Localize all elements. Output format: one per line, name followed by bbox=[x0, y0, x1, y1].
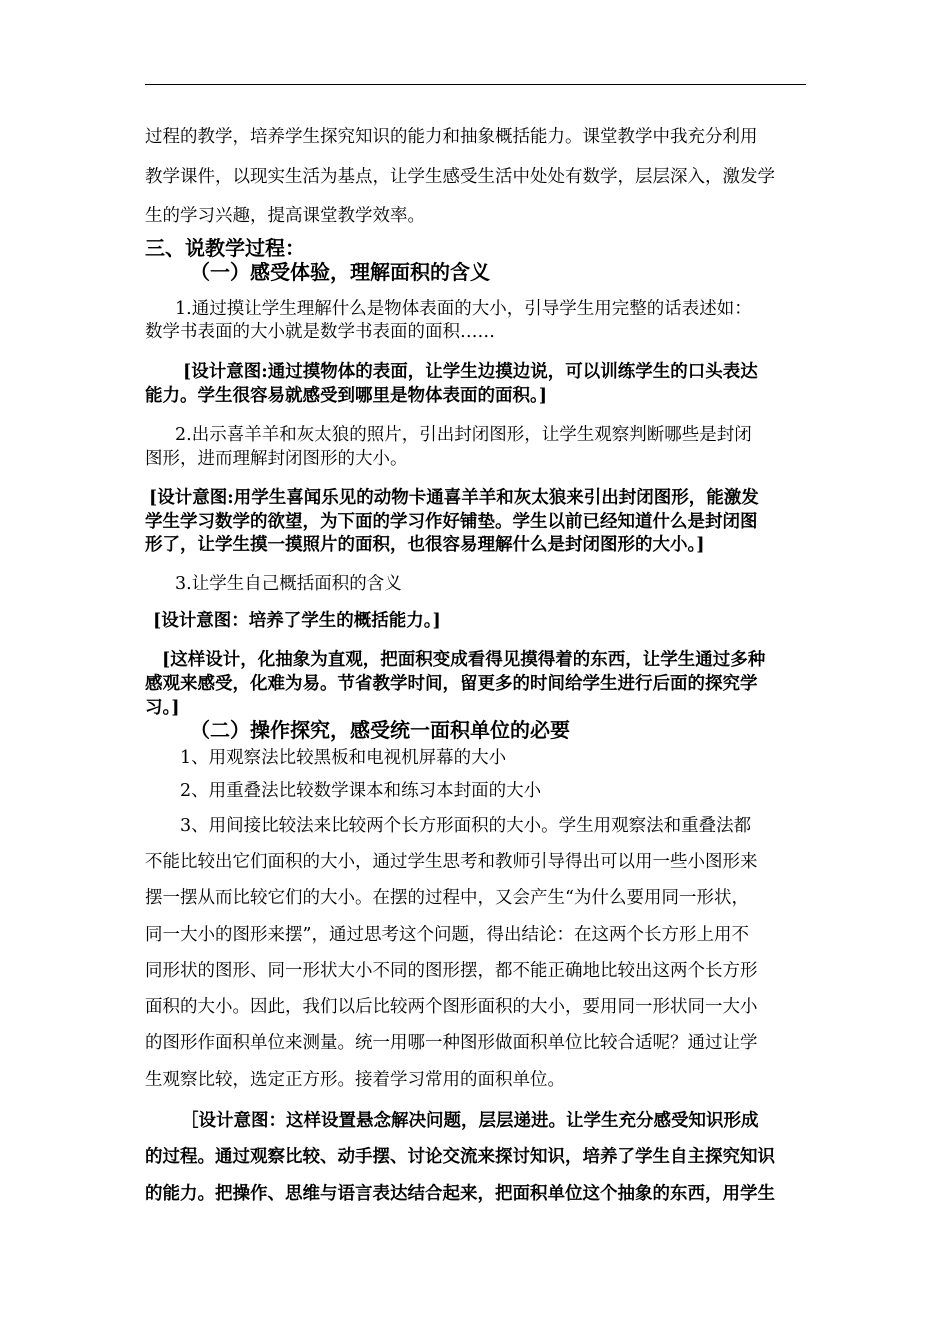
subsection-heading: （二）操作探究，感受统一面积单位的必要 bbox=[190, 718, 570, 742]
text-line: 1.通过摸让学生理解什么是物体表面的大小，引导学生用完整的话表述如： bbox=[175, 299, 752, 319]
text-line: 同形状的图形、同一形状大小不同的图形摆，都不能正确地比较出这两个长方形 bbox=[145, 961, 758, 981]
text-line: 3.让学生自己概括面积的含义 bbox=[175, 574, 402, 594]
text-line: 不能比较出它们面积的大小，通过学生思考和教师引导得出可以用一些小图形来 bbox=[145, 852, 758, 872]
header-rule bbox=[145, 84, 806, 85]
design-note-line: 的能力。把操作、思维与语言表达结合起来，把面积单位这个抽象的东西，用学生 bbox=[145, 1184, 775, 1204]
text-line: 过程的教学，培养学生探究知识的能力和抽象概括能力。课堂教学中我充分利用 bbox=[145, 127, 758, 147]
design-note-line: 感观来感受，化难为易。节省教学时间，留更多的时间给学生进行后面的探究学 bbox=[145, 674, 758, 694]
design-note-line: 形了，让学生摸一摸照片的面积，也很容易理解什么是封闭图形的大小。] bbox=[145, 535, 705, 555]
text-line: 3、用间接比较法来比较两个长方形面积的大小。学生用观察法和重叠法都 bbox=[180, 816, 752, 836]
list-item: 1、用观察法比较黑板和电视机屏幕的大小 bbox=[180, 748, 507, 768]
text-line: 图形，进而理解封闭图形的大小。 bbox=[145, 449, 408, 469]
text-line: 生观察比较，选定正方形。接着学习常用的面积单位。 bbox=[145, 1070, 565, 1090]
section-heading: 三、说教学过程： bbox=[145, 236, 305, 260]
design-note-line: [设计意图：培养了学生的概括能力。] bbox=[153, 611, 441, 631]
design-note-line: [设计意图:用学生喜闻乐见的动物卡通喜羊羊和灰太狼来引出封闭图形，能激发 bbox=[149, 488, 759, 508]
list-item: 2、用重叠法比较数学课本和练习本封面的大小 bbox=[180, 781, 542, 801]
text-line: 教学课件，以现实生活为基点，让学生感受生活中处处有数学，层层深入，激发学 bbox=[145, 167, 775, 187]
text-line: 面积的大小。因此，我们以后比较两个图形面积的大小，要用同一形状同一大小 bbox=[145, 997, 758, 1017]
text-line: 数学书表面的大小就是数学书表面的面积…… bbox=[145, 322, 495, 342]
design-note-line: ［设计意图：这样设置悬念解决问题，层层递进。让学生充分感受知识形成 bbox=[181, 1111, 759, 1131]
text-line: 2.出示喜羊羊和灰太狼的照片，引出封闭图形，让学生观察判断哪些是封闭 bbox=[175, 425, 752, 445]
design-note-line: [这样设计，化抽象为直观，把面积变成看得见摸得着的东西，让学生通过多种 bbox=[162, 650, 766, 670]
design-note-line: 能力。学生很容易就感受到哪里是物体表面的面积。] bbox=[145, 386, 548, 406]
text-line: 同一大小的图形来摆”，通过思考这个问题，得出结论：在这两个长方形上用不 bbox=[145, 925, 749, 945]
design-note-line: 的过程。通过观察比较、动手摆、讨论交流来探讨知识，培养了学生自主探究知识 bbox=[145, 1147, 775, 1167]
text-line: 的图形作面积单位来测量。统一用哪一种图形做面积单位比较合适呢？通过让学 bbox=[145, 1033, 758, 1053]
text-line: 生的学习兴趣，提高课堂教学效率。 bbox=[145, 206, 425, 226]
design-note-line: 习。] bbox=[145, 698, 180, 718]
subsection-heading: （一）感受体验，理解面积的含义 bbox=[190, 260, 490, 284]
design-note-line: [设计意图:通过摸物体的表面，让学生边摸边说，可以训练学生的口头表达 bbox=[183, 362, 758, 382]
design-note-line: 学生学习数学的欲望，为下面的学习作好铺垫。学生以前已经知道什么是封闭图 bbox=[145, 512, 758, 532]
text-line: 摆一摆从而比较它们的大小。在摆的过程中，又会产生“为什么要用同一形状， bbox=[145, 888, 749, 908]
